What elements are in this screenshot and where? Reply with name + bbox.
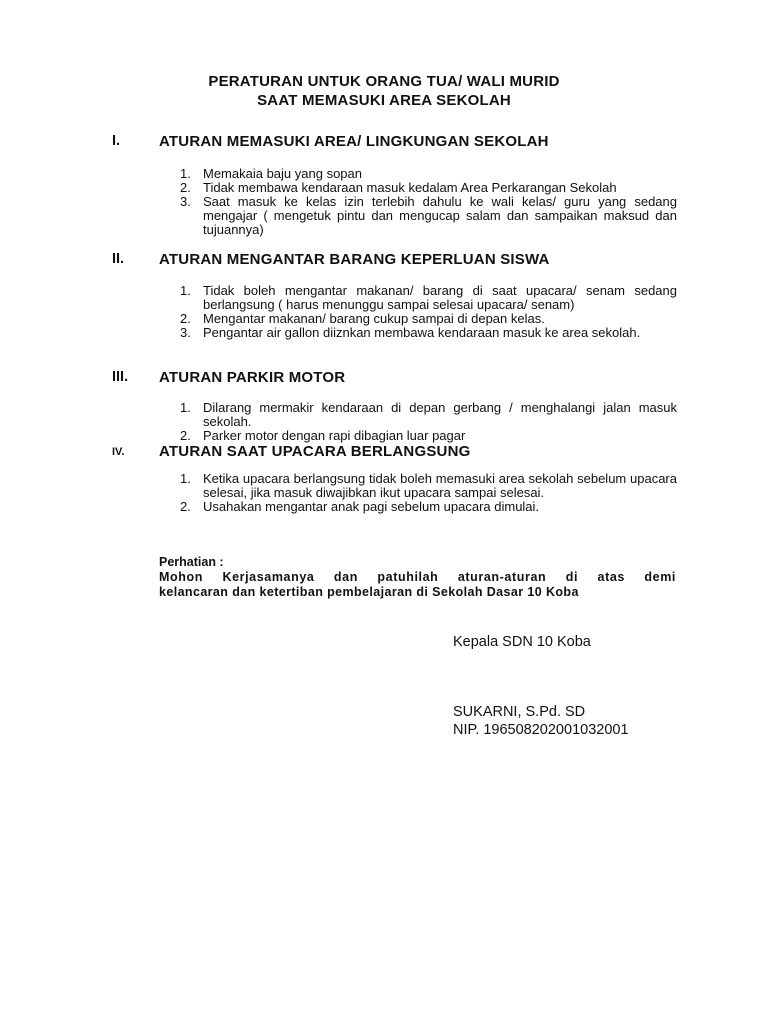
attention-label: Perhatian : [159,555,224,569]
section-number-3: III. [112,369,129,385]
list-item-number: 2. [180,428,191,443]
list-item-number: 3. [180,325,191,340]
list-item-text: Mengantar makanan/ barang cukup sampai di depan kelas. [203,311,545,326]
signatory-position: Kepala SDN 10 Koba [453,634,591,650]
list-item [180,167,677,181]
list-item-text: Ketika upacara berlangsung tidak boleh memasuki area sekolah sebelum upacara selesai, jika masuk diwajibkan ikut upacara sampai selesai. [203,471,677,500]
list-item-text: Memakaia baju yang sopan [203,166,362,181]
section-3-list [180,401,677,443]
list-item-number: 2. [180,311,191,326]
list-item-text: Usahakan mengantar anak pagi sebelum upacara dimulai. [203,499,540,514]
section-heading-2: ATURAN MENGANTAR BARANG KEPERLUAN SISWA [159,251,550,268]
list-item-text: Parker motor dengan rapi dibagian luar pagar [203,428,466,443]
section-number-4: IV. [112,446,125,458]
attention-text-line-1: Mohon Kerjasamanya dan patuhilah aturan-aturan di atas demi [159,570,676,584]
list-item [180,181,677,195]
list-item-text: Pengantar air gallon diiznkan membawa kendaraan masuk ke area sekolah. [203,325,641,340]
list-item-number: 2. [180,180,191,195]
list-item [180,500,677,514]
list-item-text: Saat masuk ke kelas izin terlebih dahulu ke wali kelas/ guru yang sedang mengajar ( mengetuk pintu dan mengucap salam dan sampaikan maksud dan tujuannya) [203,194,677,237]
document-title-line-2: SAAT MEMASUKI AREA SEKOLAH [257,92,511,109]
list-item [180,284,677,312]
list-item-number: 3. [180,194,191,209]
section-heading-4: ATURAN SAAT UPACARA BERLANGSUNG [159,443,471,460]
list-item-text: Tidak membawa kendaraan masuk kedalam Area Perkarangan Sekolah [203,180,617,195]
list-item [180,429,677,443]
section-heading-1: ATURAN MEMASUKI AREA/ LINGKUNGAN SEKOLAH [159,133,549,150]
list-item-text: Tidak boleh mengantar makanan/ barang di saat upacara/ senam sedang berlangsung ( harus menunggu sampai selesai upacara/ senam) [203,283,677,312]
signatory-nip: NIP. 196508202001032001 [453,722,629,738]
section-heading-3: ATURAN PARKIR MOTOR [159,369,346,386]
list-item [180,472,677,500]
list-item [180,401,677,429]
attention-text-line-2: kelancaran dan ketertiban pembelajaran di Sekolah Dasar 10 Koba [159,585,579,599]
document-title-line-1: PERATURAN UNTUK ORANG TUA/ WALI MURID [208,73,560,90]
list-item-number: 1. [180,400,191,415]
section-number-1: I. [112,133,121,149]
attention-note [159,555,676,600]
list-item [180,312,677,326]
section-1-list [180,167,677,237]
list-item-number: 1. [180,471,191,486]
section-2-list [180,284,677,340]
section-4-list [180,472,677,514]
list-item-number: 2. [180,499,191,514]
signatory-name: SUKARNI, S.Pd. SD [453,704,586,720]
list-item [180,326,677,340]
section-number-2: II. [112,251,125,267]
list-item-number: 1. [180,166,191,181]
list-item-number: 1. [180,283,191,298]
list-item [180,195,677,237]
list-item-text: Dilarang mermakir kendaraan di depan gerbang / menghalangi jalan masuk sekolah. [203,400,677,429]
